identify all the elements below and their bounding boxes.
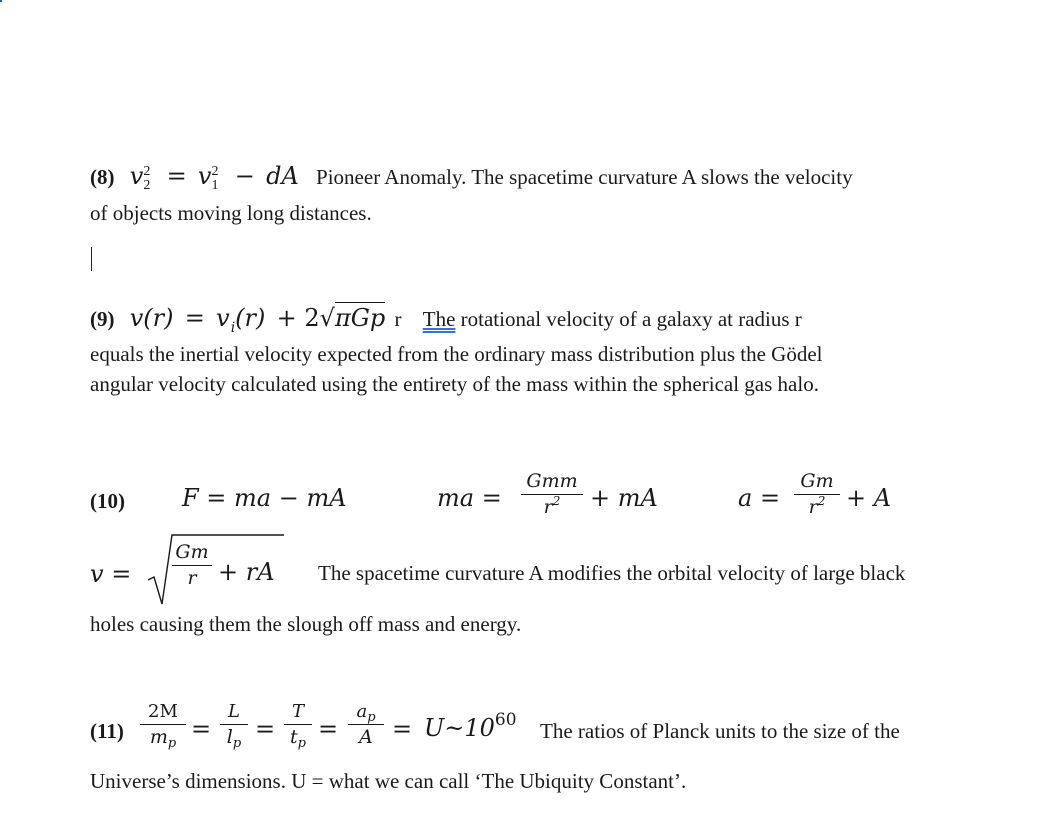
numerator: T [291,701,304,722]
denominator: $l_p$ [226,726,242,751]
equals-sign: = [318,715,339,743]
fraction-bar [348,724,384,725]
ubiquity-constant: $U\sim 10^{60}$ [424,710,517,742]
equals-sign: = [191,715,212,743]
denominator: $t_p$ [290,726,306,751]
equation-10-ma-rhs: + mA [590,484,658,512]
denominator: $m_p$ [149,726,177,751]
radicand-term: + rA [218,558,275,586]
fraction-bar [794,494,840,495]
equation-9-description: rotational velocity of a galaxy at radius r [460,307,802,331]
fraction-bar [172,565,212,566]
equation-10-description-continued: holes causing them the slough off mass and energy. [90,612,522,636]
fraction-gmm-over-r2 [521,472,583,517]
numerator: Gm [800,470,834,492]
equals-sign: = [392,715,413,743]
velocity-symbol: v [197,162,212,190]
equation-number: (8) [90,165,115,189]
equals-sign: = [184,304,205,332]
denominator: r [187,567,197,589]
fraction-bar [220,724,248,725]
fraction-ap-over-a [348,703,384,747]
minus-sign: − [234,162,255,190]
equation-number: (11) [90,719,124,743]
corner-marker [0,0,2,2]
fraction-t-over-tp [284,701,312,751]
equation-11-description-continued: Universe’s dimensions. U = what we can call ‘The Ubiquity Constant’. [90,769,687,793]
term-da: dA [266,162,299,190]
numerator: Gm [175,541,209,563]
equation-8-description: Pioneer Anomaly. The spacetime curvature A slows the velocity [316,165,853,189]
equation-10-description: The spacetime curvature A modifies the orbital velocity of large black [318,561,906,585]
fraction-gm-over-r [172,543,212,588]
equation-10-force: F = ma − mA [182,484,347,512]
numerator: 2M [148,701,178,722]
radicand: πGp [334,304,386,332]
equation-9-description-continued: equals the inertial velocity expected from the ordinary mass distribution plus the Gödel [90,342,823,366]
radical-sign: √ [319,304,335,332]
sup-sub: 2 1 [211,164,219,194]
plus-two: + 2 [276,304,320,332]
fraction-bar [140,724,186,725]
equation-10-a-rhs: + A [846,484,892,512]
fraction-gm-over-r2 [794,472,840,517]
proofing-underlined-word: The [422,307,456,331]
equation-number: (9) [90,307,115,331]
numerator: Gmm [526,470,578,492]
equation-8-description-continued: of objects moving long distances. [90,201,372,225]
denominator: $r^2$ [543,494,561,518]
orbital-velocity-lhs: v = [90,560,132,588]
subscript-i: i [230,320,236,336]
numerator: L [228,701,240,722]
denominator: $r^2$ [808,494,826,518]
equals-sign: = [255,715,276,743]
equation-10-a-lhs: a = [738,484,781,512]
equation-number: (10) [90,489,125,513]
velocity-function: v(r) [129,304,174,332]
fraction-2m-over-mp [140,701,186,751]
numerator: $a_p$ [356,701,376,725]
equation-10-ma-lhs: ma = [437,484,502,512]
equals-sign: = [166,162,187,190]
denominator: A [359,726,373,748]
fraction-l-over-lp [220,701,248,751]
equation-8-line [90,164,853,193]
text-cursor [91,247,92,271]
equation-9-description-continued: angular velocity calculated using the entirety of the mass within the spherical gas halo. [90,372,819,396]
radius-symbol: r [394,307,402,331]
argument-r: (r) [235,304,266,332]
fraction-bar [521,494,583,495]
velocity-symbol: v [129,162,144,190]
fraction-bar [284,724,312,725]
sup-sub: 2 2 [143,164,151,194]
equation-11-description: The ratios of Planck units to the size of the [540,719,900,743]
inertial-velocity: v [216,304,230,332]
equation-9-line [90,304,802,336]
